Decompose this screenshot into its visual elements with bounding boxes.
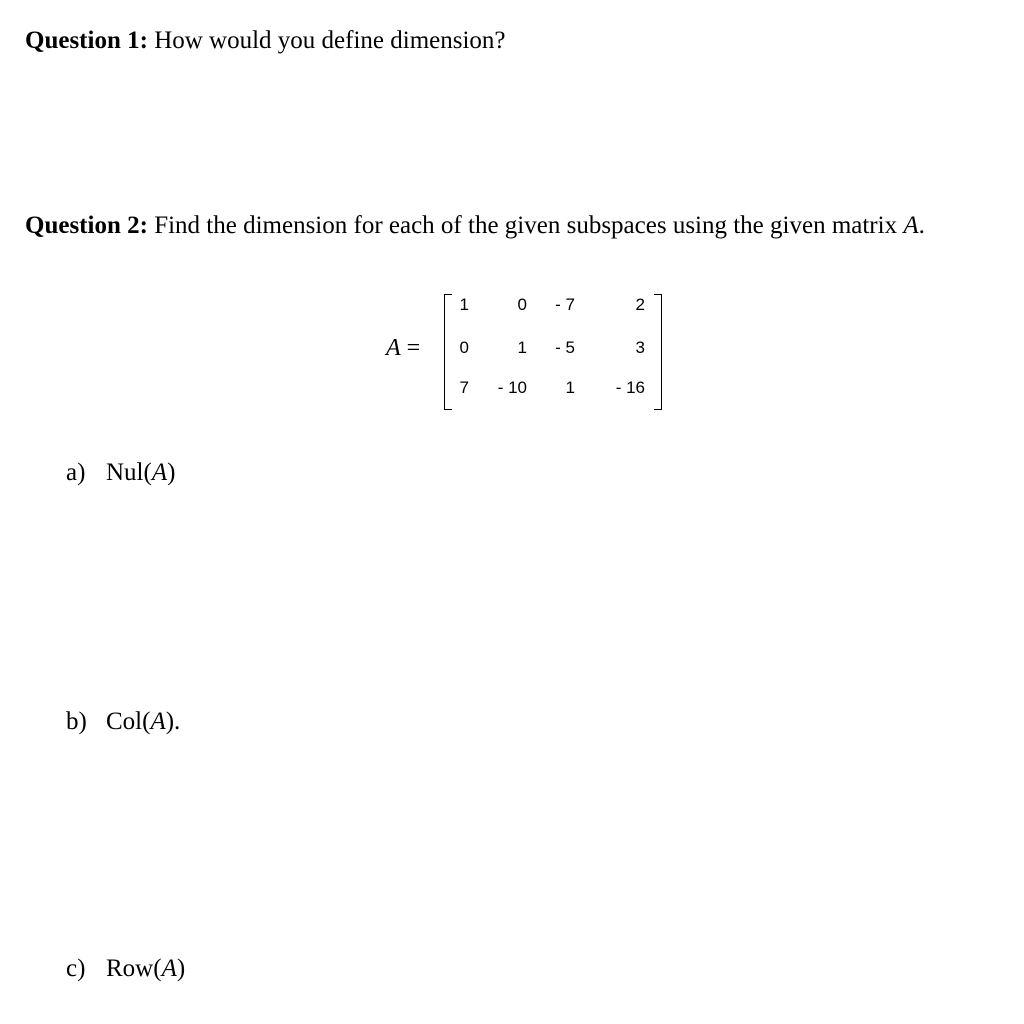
part-a-prefix: Nul( bbox=[106, 459, 152, 486]
question-1 bbox=[25, 26, 506, 56]
part-c-suffix: ) bbox=[176, 955, 186, 982]
part-a-var: A bbox=[151, 459, 168, 486]
matrix-cell-r3c2: - 10 bbox=[497, 378, 527, 397]
question-2-text: Find the dimension for each of the given subspaces using the given matrix bbox=[147, 212, 904, 239]
matrix-cell-r2c1: 0 bbox=[459, 338, 469, 357]
matrix-right-bracket bbox=[654, 294, 662, 410]
part-c-letter: c) bbox=[66, 955, 86, 982]
part-c-var: A bbox=[161, 955, 177, 982]
part-a-letter: a) bbox=[66, 459, 86, 486]
matrix-body bbox=[444, 284, 662, 412]
matrix-lhs-var: A bbox=[386, 335, 401, 361]
part-c-prefix: Row( bbox=[106, 955, 162, 982]
part-b-suffix: ). bbox=[165, 708, 181, 735]
question-2-matrix-var: A bbox=[903, 212, 919, 239]
matrix-cell-r1c1: 1 bbox=[459, 295, 469, 314]
part-b-var: A bbox=[150, 708, 166, 735]
matrix-lhs bbox=[386, 334, 420, 362]
matrix-lhs-equals: = bbox=[400, 335, 421, 361]
question-2-label: Question 2: bbox=[25, 212, 148, 239]
matrix-cell-r3c1: 7 bbox=[459, 378, 469, 397]
matrix-cell-r1c2: 0 bbox=[517, 295, 527, 314]
question-2-end: . bbox=[918, 212, 925, 239]
question-1-text: How would you define dimension? bbox=[147, 27, 506, 54]
matrix-cell-r1c3: - 7 bbox=[555, 295, 575, 314]
part-b-prefix: Col( bbox=[106, 708, 151, 735]
matrix-cell-r2c3: - 5 bbox=[555, 338, 575, 357]
matrix-cell-r3c3: 1 bbox=[565, 378, 575, 397]
part-a-suffix: ) bbox=[167, 459, 176, 486]
question-1-label: Question 1: bbox=[25, 27, 148, 54]
matrix-left-bracket bbox=[444, 294, 452, 410]
part-b bbox=[66, 707, 180, 737]
matrix-cell-r2c2: 1 bbox=[517, 338, 527, 357]
matrix-cell-r3c4: - 16 bbox=[615, 378, 645, 397]
matrix-cell-r1c4: 2 bbox=[635, 295, 645, 314]
question-2 bbox=[25, 211, 925, 241]
part-b-letter: b) bbox=[66, 708, 87, 735]
part-c bbox=[66, 954, 185, 984]
part-a bbox=[66, 458, 175, 488]
matrix-cell-r2c4: 3 bbox=[635, 338, 645, 357]
